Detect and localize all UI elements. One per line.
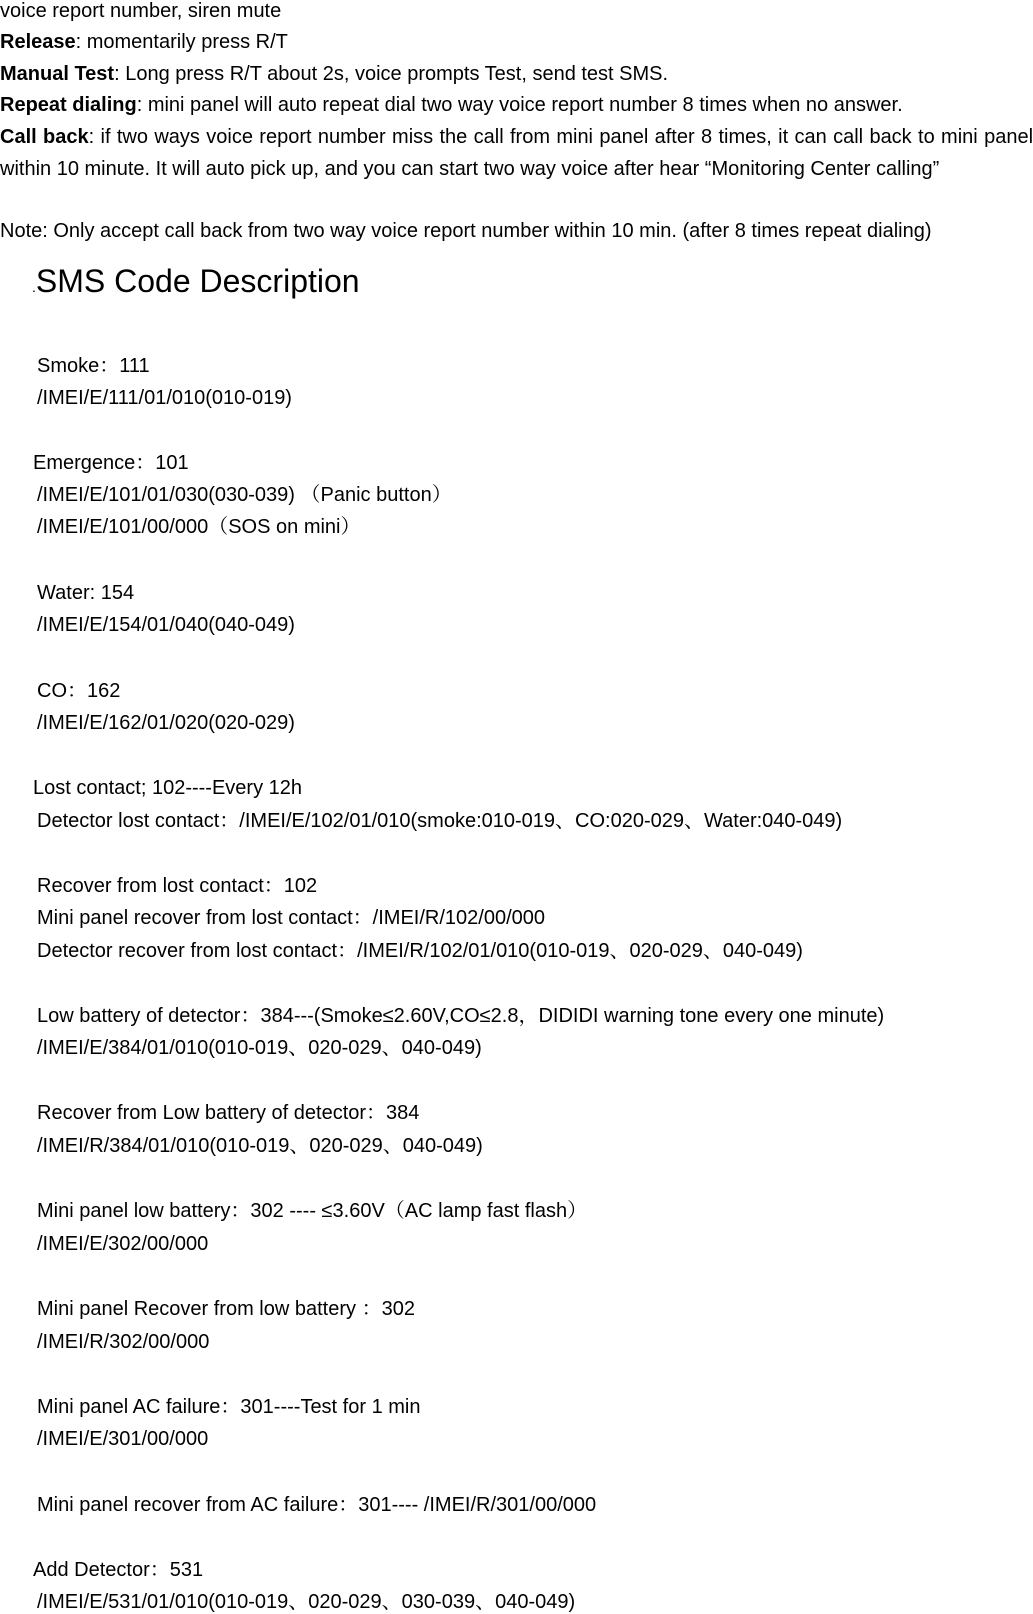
release-term: Release: [0, 31, 76, 53]
mini-low-battery-title: Mini panel low battery：302 ---- ≤3.60V（AC lamp fast flash）: [37, 1200, 588, 1222]
call-back-text: : if two ways voice report number miss the call from mini panel after 8 times, it can call back to mini panel within 10 minute. It will auto pick up, and you can start two way voice after hear “Monitoring Center calling”: [0, 126, 1033, 180]
smoke-code: /IMEI/E/111/01/010(010-019): [37, 387, 292, 409]
recover-low-battery-code: /IMEI/R/384/01/010(010-019、020-029、040-049): [37, 1135, 483, 1157]
manual-test-term: Manual Test: [0, 63, 115, 85]
add-detector-title: Add Detector：531: [33, 1559, 204, 1581]
heading-title: SMS Code Description: [35, 263, 360, 299]
co-code: /IMEI/E/162/01/020(020-029): [37, 712, 295, 734]
recover-low-battery-title: Recover from Low battery of detector：384: [37, 1102, 420, 1124]
low-battery-title: Low battery of detector：384---(Smoke≤2.60V,CO≤2.8，DIDIDI warning tone every one minute): [37, 1005, 885, 1027]
ac-failure-code: /IMEI/E/301/00/000: [37, 1428, 209, 1450]
smoke-title: Smoke：111: [37, 355, 150, 377]
emergence-code-panic: /IMEI/E/101/01/030(030-039) （Panic button）: [37, 484, 452, 506]
repeat-dialing-term: Repeat dialing: [0, 94, 137, 116]
emergence-title: Emergence：101: [33, 452, 189, 474]
note-paragraph: Note: Only accept call back from two way voice report number within 10 min. (after 8 times repeat dialing): [0, 220, 932, 242]
co-title: CO：162: [37, 680, 121, 702]
ac-failure-title: Mini panel AC failure：301----Test for 1 min: [37, 1396, 421, 1418]
lost-contact-code: Detector lost contact：/IMEI/E/102/01/010(smoke:010-019、CO:020-029、Water:040-049): [37, 810, 843, 832]
call-back-term: Call back: [0, 126, 89, 148]
release-text: : momentarily press R/T: [75, 31, 288, 53]
repeat-dialing-text: : mini panel will auto repeat dial two way voice report number 8 times when no answer.: [136, 94, 903, 116]
intro-line-siren-mute: voice report number, siren mute: [0, 0, 282, 22]
ac-recover-line: Mini panel recover from AC failure：301---- /IMEI/R/301/00/000: [37, 1494, 597, 1516]
water-code: /IMEI/E/154/01/040(040-049): [37, 614, 295, 636]
manual-test-text: : Long press R/T about 2s, voice prompts Test, send test SMS.: [114, 63, 669, 85]
release-paragraph: [0, 31, 1033, 53]
add-detector-code: /IMEI/E/531/01/010(010-019、020-029、030-039、040-049): [37, 1591, 576, 1613]
emergence-code-sos: /IMEI/E/101/00/000（SOS on mini）: [37, 516, 361, 538]
call-back-paragraph: [0, 121, 1033, 185]
low-battery-code: /IMEI/E/384/01/010(010-019、020-029、040-049): [37, 1037, 482, 1059]
mini-recover-low-battery-title: Mini panel Recover from low battery ：302: [37, 1298, 415, 1320]
water-title: Water: 154: [37, 582, 135, 604]
recover-lost-title: Recover from lost contact：102: [37, 875, 318, 897]
mini-recover-low-battery-code: /IMEI/R/302/00/000: [37, 1331, 210, 1353]
lost-contact-title: Lost contact; 102----Every 12h: [33, 777, 303, 799]
mini-low-battery-code: /IMEI/E/302/00/000: [37, 1233, 209, 1255]
heading-dot: .: [32, 279, 36, 295]
recover-lost-detector: Detector recover from lost contact：/IMEI/R/102/01/010(010-019、020-029、040-049): [37, 940, 803, 962]
recover-lost-mini: Mini panel recover from lost contact：/IMEI/R/102/00/000: [37, 907, 546, 929]
sms-code-heading: [32, 262, 360, 306]
manual-test-paragraph: [0, 63, 1033, 85]
repeat-dialing-paragraph: [0, 94, 1033, 116]
